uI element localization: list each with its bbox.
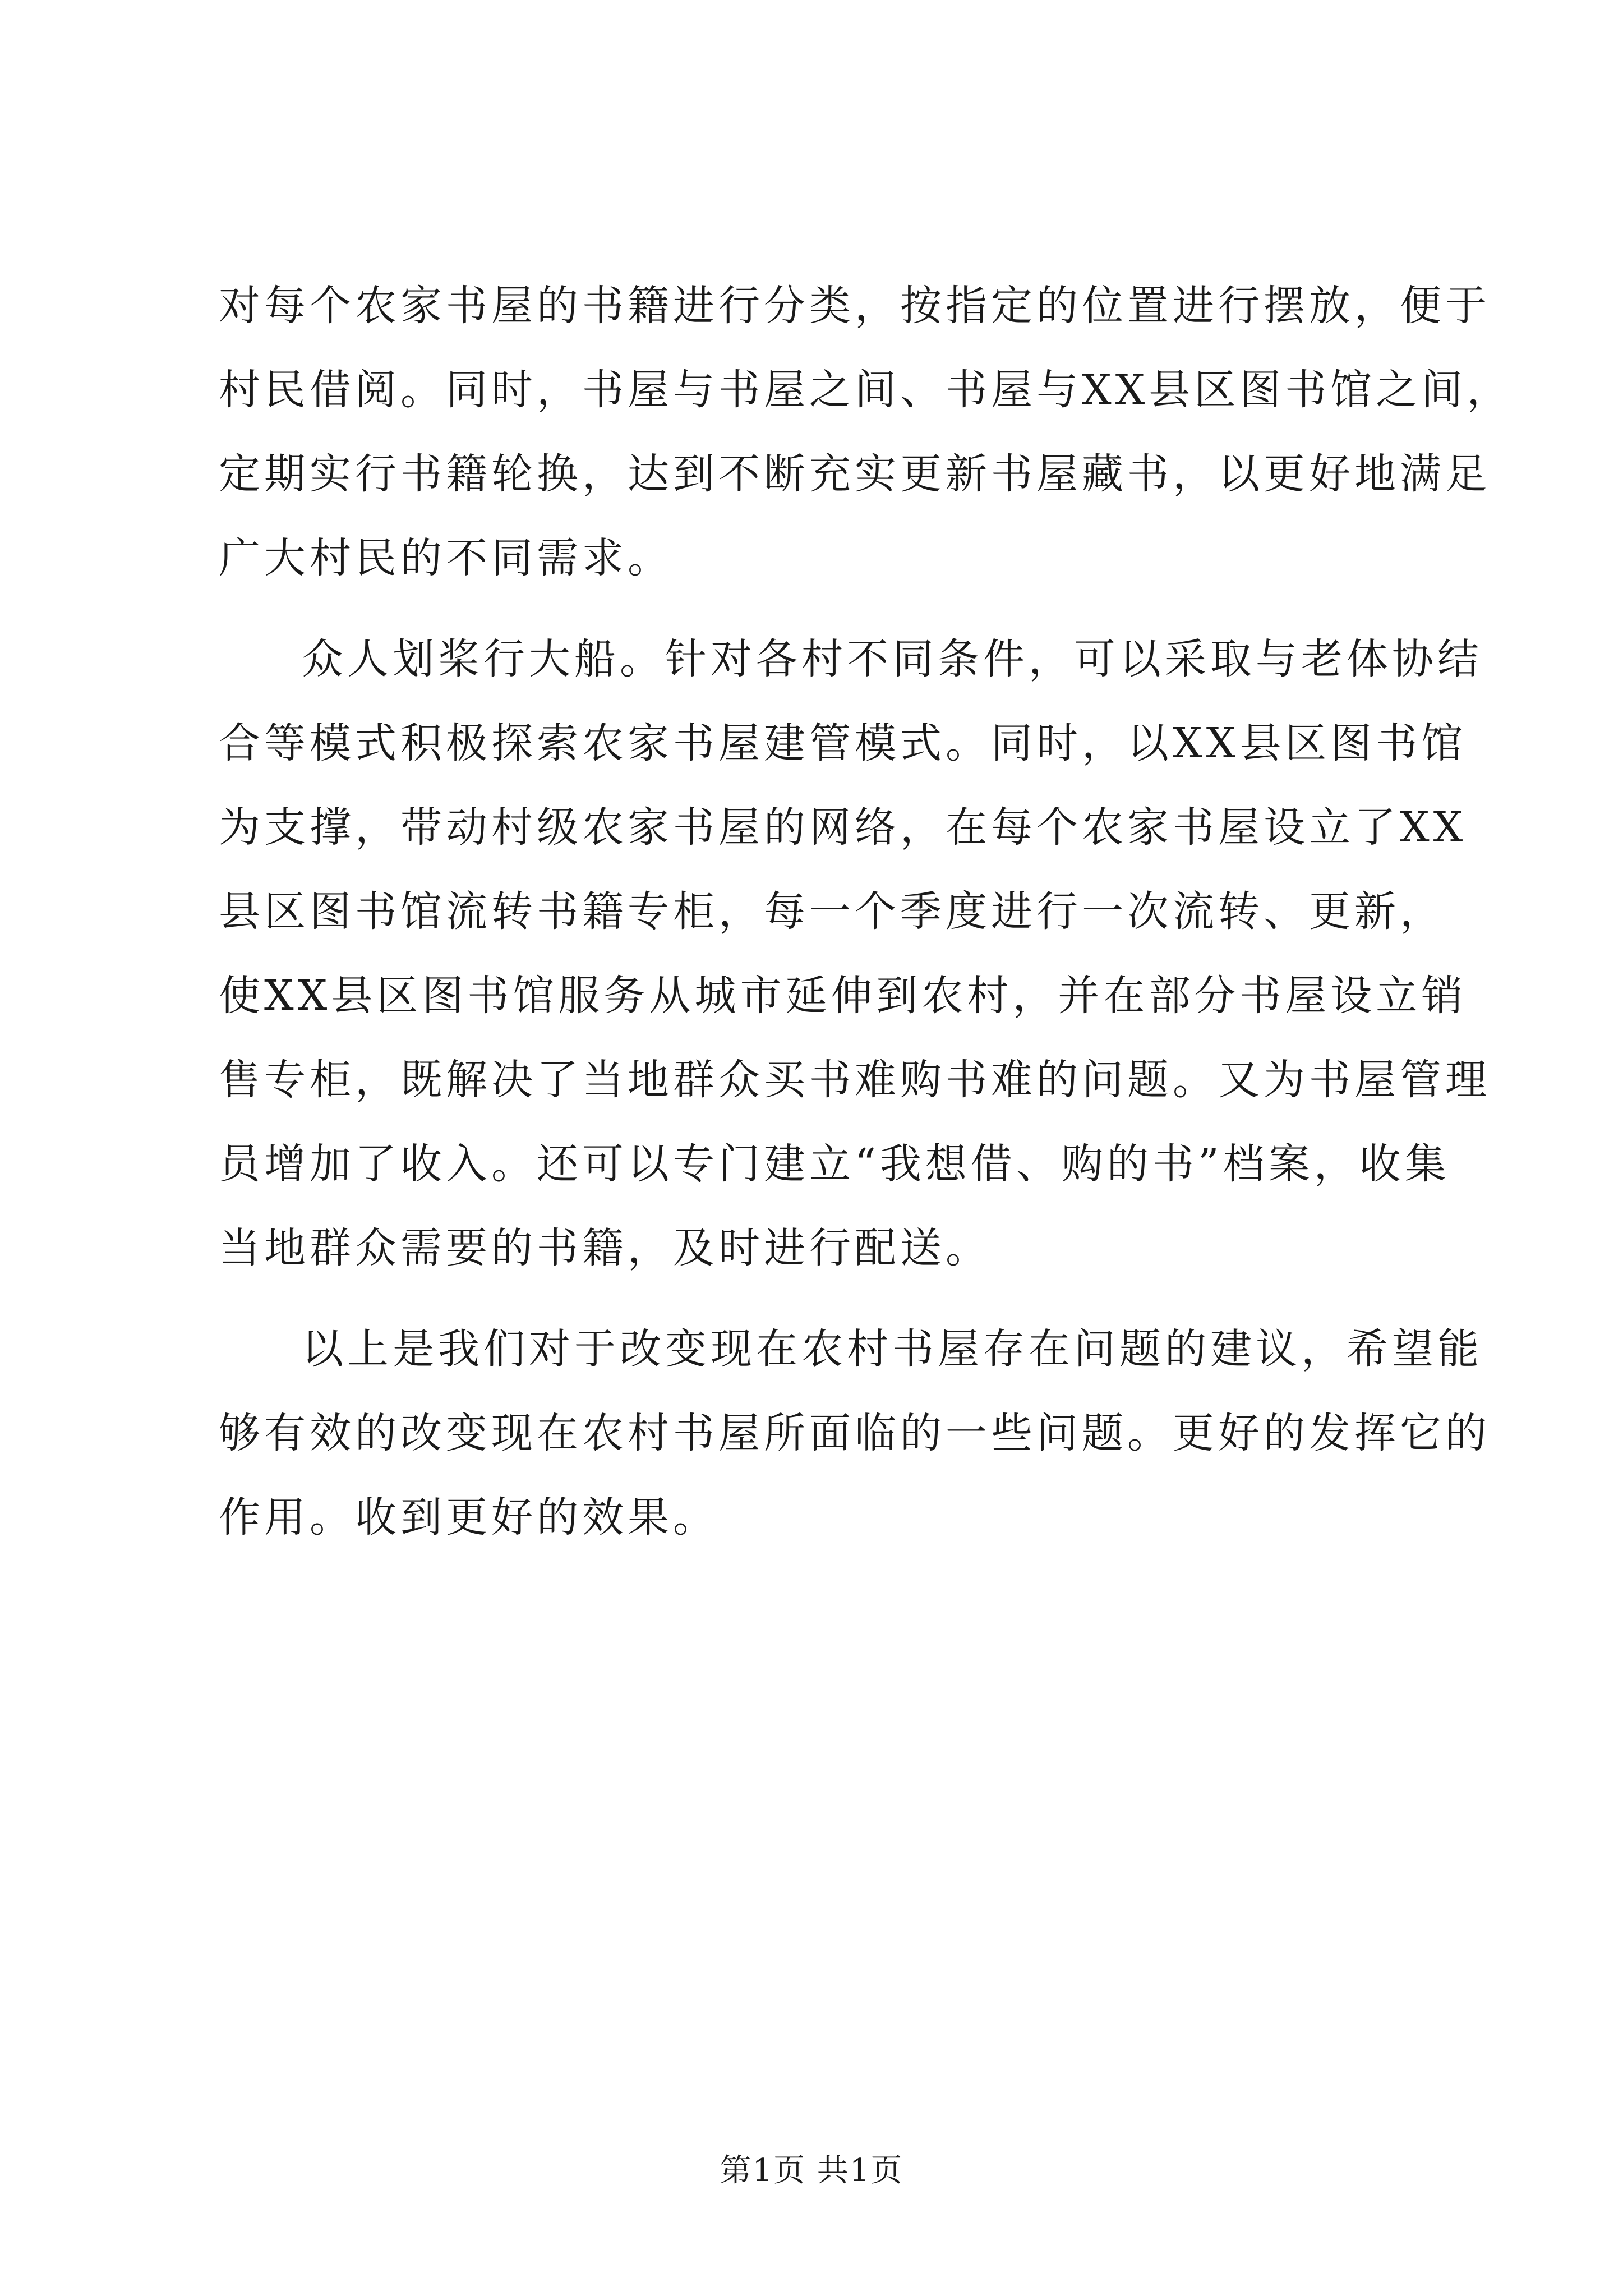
paragraph-1 (219, 264, 1513, 600)
paragraph-line: 当地群众需要的书籍，及时进行配送。 (219, 1224, 991, 1272)
paragraph-spacer (219, 1290, 1419, 1307)
paragraph-line: 县区图书馆流转书籍专柜，每一个季度进行一次流转、更新， (219, 887, 1445, 936)
paragraph-line: 售专柜，既解决了当地群众买书难购书难的问题。又为书屋管理 (219, 1056, 1491, 1104)
page-footer (0, 2151, 1623, 2191)
paragraph-3 (219, 1307, 1491, 1559)
document-body (219, 264, 1513, 1559)
paragraph-line: 员增加了收入。还可以专门建立“我想借、购的书”档案，收集 (219, 1140, 1450, 1188)
paragraph-line: 合等模式积极探索农家书屋建管模式。同时，以XX县区图书馆 (219, 719, 1467, 767)
paragraph-line: 广大村民的不同需求。 (219, 534, 673, 582)
paragraph-line: 村民借阅。同时，书屋与书屋之间、书屋与XX县区图书馆之间， (219, 366, 1513, 414)
paragraph-line: 定期实行书籍轮换，达到不断充实更新书屋藏书，以更好地满足 (219, 450, 1491, 498)
paragraph-line: 对每个农家书屋的书籍进行分类，按指定的位置进行摆放，便于 (219, 282, 1491, 330)
paragraph-line: 以上是我们对于改变现在农村书屋存在问题的建议，希望能 (302, 1325, 1483, 1373)
paragraph-spacer (219, 600, 1419, 617)
page-number-label: 第1页 共1页 (720, 2152, 903, 2189)
paragraph-line: 为支撑，带动村级农家书屋的网络，在每个农家书屋设立了XX (219, 803, 1467, 852)
paragraph-2 (219, 617, 1491, 1290)
paragraph-line: 够有效的改变现在农村书屋所面临的一些问题。更好的发挥它的 (219, 1409, 1491, 1457)
paragraph-line: 使XX县区图书馆服务从城市延伸到农村，并在部分书屋设立销 (219, 972, 1467, 1020)
paragraph-line: 众人划桨行大船。针对各村不同条件，可以采取与老体协结 (302, 635, 1483, 683)
paragraph-line: 作用。收到更好的效果。 (219, 1493, 718, 1542)
